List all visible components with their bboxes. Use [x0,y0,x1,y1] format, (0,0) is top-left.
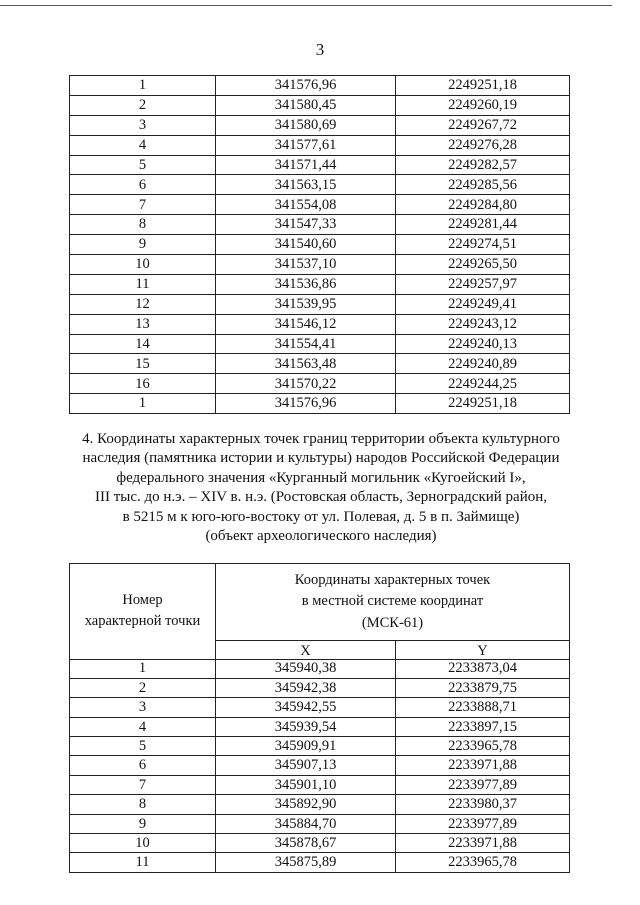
point-number-cell: 16 [70,374,216,394]
y-cell: 2249276,28 [396,135,570,155]
table-row [70,215,570,235]
point-number-cell: 11 [70,274,216,294]
point-number-cell: 9 [70,814,216,833]
y-cell: 2249260,19 [396,95,570,115]
x-cell: 345942,55 [216,698,396,717]
x-cell: 341539,95 [216,294,396,314]
header-coordinates: Координаты характерных точек в местной системе координат (МСК-61) [216,564,570,641]
table-row [70,294,570,314]
point-number-cell: 5 [70,737,216,756]
x-cell: 341536,86 [216,274,396,294]
heading-line: федерального значения «Курганный могильник «Кугоейский I», [116,469,526,486]
y-cell: 2249281,44 [396,215,570,235]
table-row [70,334,570,354]
x-cell: 341546,12 [216,314,396,334]
point-number-cell: 1 [70,76,216,96]
point-number-cell: 4 [70,135,216,155]
x-cell: 345875,89 [216,853,396,872]
x-cell: 341554,08 [216,195,396,215]
y-cell: 2249284,80 [396,195,570,215]
point-number-cell: 7 [70,775,216,794]
x-cell: 341580,69 [216,115,396,135]
table-row [70,155,570,175]
point-number-cell: 6 [70,756,216,775]
header-point-number: Номер характерной точки [70,564,216,660]
top-rule [0,5,612,6]
heading-line: в 5215 м к юго-юго-востоку от ул. Полевая, д. 5 в п. Займище) [122,508,520,525]
table-row [70,834,570,853]
header-x: X [216,641,396,660]
x-cell: 341571,44 [216,155,396,175]
x-cell: 341580,45 [216,95,396,115]
x-cell: 341554,41 [216,334,396,354]
point-number-cell: 9 [70,235,216,255]
point-number-cell: 2 [70,95,216,115]
table-row [70,354,570,374]
x-cell: 345940,38 [216,659,396,678]
x-cell: 345909,91 [216,737,396,756]
point-number-cell: 3 [70,115,216,135]
table-row [70,756,570,775]
table-row [70,717,570,736]
x-cell: 345901,10 [216,775,396,794]
y-cell: 2249240,89 [396,354,570,374]
x-cell: 341547,33 [216,215,396,235]
x-cell: 341577,61 [216,135,396,155]
x-cell: 345884,70 [216,814,396,833]
table-row [70,775,570,794]
section-heading [60,430,582,546]
table-row [70,274,570,294]
point-number-cell: 2 [70,678,216,697]
point-number-cell: 11 [70,853,216,872]
heading-line: 4. Координаты характерных точек границ территории объекта культурного [82,431,560,447]
y-cell: 2249251,18 [396,394,570,414]
y-cell: 2249265,50 [396,255,570,275]
y-cell: 2233873,04 [396,659,570,678]
table-row [70,795,570,814]
point-number-cell: 1 [70,659,216,678]
point-number-cell: 8 [70,215,216,235]
coordinates-table [69,563,570,873]
table-row [70,135,570,155]
table-row [70,76,570,96]
y-cell: 2249244,25 [396,374,570,394]
coordinates-table-continued [69,75,570,414]
heading-line: III тыс. до н.э. – XIV в. н.э. (Ростовская область, Зерноградский район, [95,489,547,506]
y-cell: 2233879,75 [396,678,570,697]
point-number-cell: 10 [70,255,216,275]
table-row [70,678,570,697]
point-number-cell: 7 [70,195,216,215]
point-number-cell: 1 [70,394,216,414]
point-number-cell: 8 [70,795,216,814]
point-number-cell: 4 [70,717,216,736]
point-number-cell: 12 [70,294,216,314]
x-cell: 345892,90 [216,795,396,814]
header-y: Y [396,641,570,660]
x-cell: 341576,96 [216,76,396,96]
point-number-cell: 14 [70,334,216,354]
y-cell: 2249251,18 [396,76,570,96]
point-number-cell: 3 [70,698,216,717]
y-cell: 2233977,89 [396,814,570,833]
table-row [70,115,570,135]
table-row [70,853,570,872]
point-number-cell: 15 [70,354,216,374]
table-row [70,314,570,334]
table-row [70,394,570,414]
y-cell: 2233897,15 [396,717,570,736]
x-cell: 341576,96 [216,394,396,414]
y-cell: 2233971,88 [396,834,570,853]
page-number: 3 [315,40,325,59]
y-cell: 2233888,71 [396,698,570,717]
table-row [70,255,570,275]
x-cell: 345907,13 [216,756,396,775]
y-cell: 2249267,72 [396,115,570,135]
y-cell: 2233977,89 [396,775,570,794]
table-row [70,95,570,115]
y-cell: 2233965,78 [396,737,570,756]
x-cell: 345939,54 [216,717,396,736]
y-cell: 2249249,41 [396,294,570,314]
x-cell: 341563,15 [216,175,396,195]
x-cell: 345942,38 [216,678,396,697]
x-cell: 341563,48 [216,354,396,374]
table-row [70,175,570,195]
table-row [70,698,570,717]
point-number-cell: 13 [70,314,216,334]
point-number-cell: 6 [70,175,216,195]
y-cell: 2249243,12 [396,314,570,334]
point-number-cell: 5 [70,155,216,175]
table-row [70,195,570,215]
y-cell: 2249240,13 [396,334,570,354]
x-cell: 345878,67 [216,834,396,853]
table-row [70,374,570,394]
y-cell: 2249257,97 [396,274,570,294]
y-cell: 2249285,56 [396,175,570,195]
table-row [70,235,570,255]
x-cell: 341537,10 [216,255,396,275]
x-cell: 341570,22 [216,374,396,394]
table-row [70,737,570,756]
y-cell: 2249274,51 [396,235,570,255]
heading-line: (объект археологического наследия) [205,528,437,545]
heading-line: наследия (памятника истории и культуры) народов Российской Федерации [82,450,560,467]
x-cell: 341540,60 [216,235,396,255]
y-cell: 2233980,37 [396,795,570,814]
table-row [70,659,570,678]
y-cell: 2233971,88 [396,756,570,775]
y-cell: 2249282,57 [396,155,570,175]
point-number-cell: 10 [70,834,216,853]
table-row [70,814,570,833]
y-cell: 2233965,78 [396,853,570,872]
